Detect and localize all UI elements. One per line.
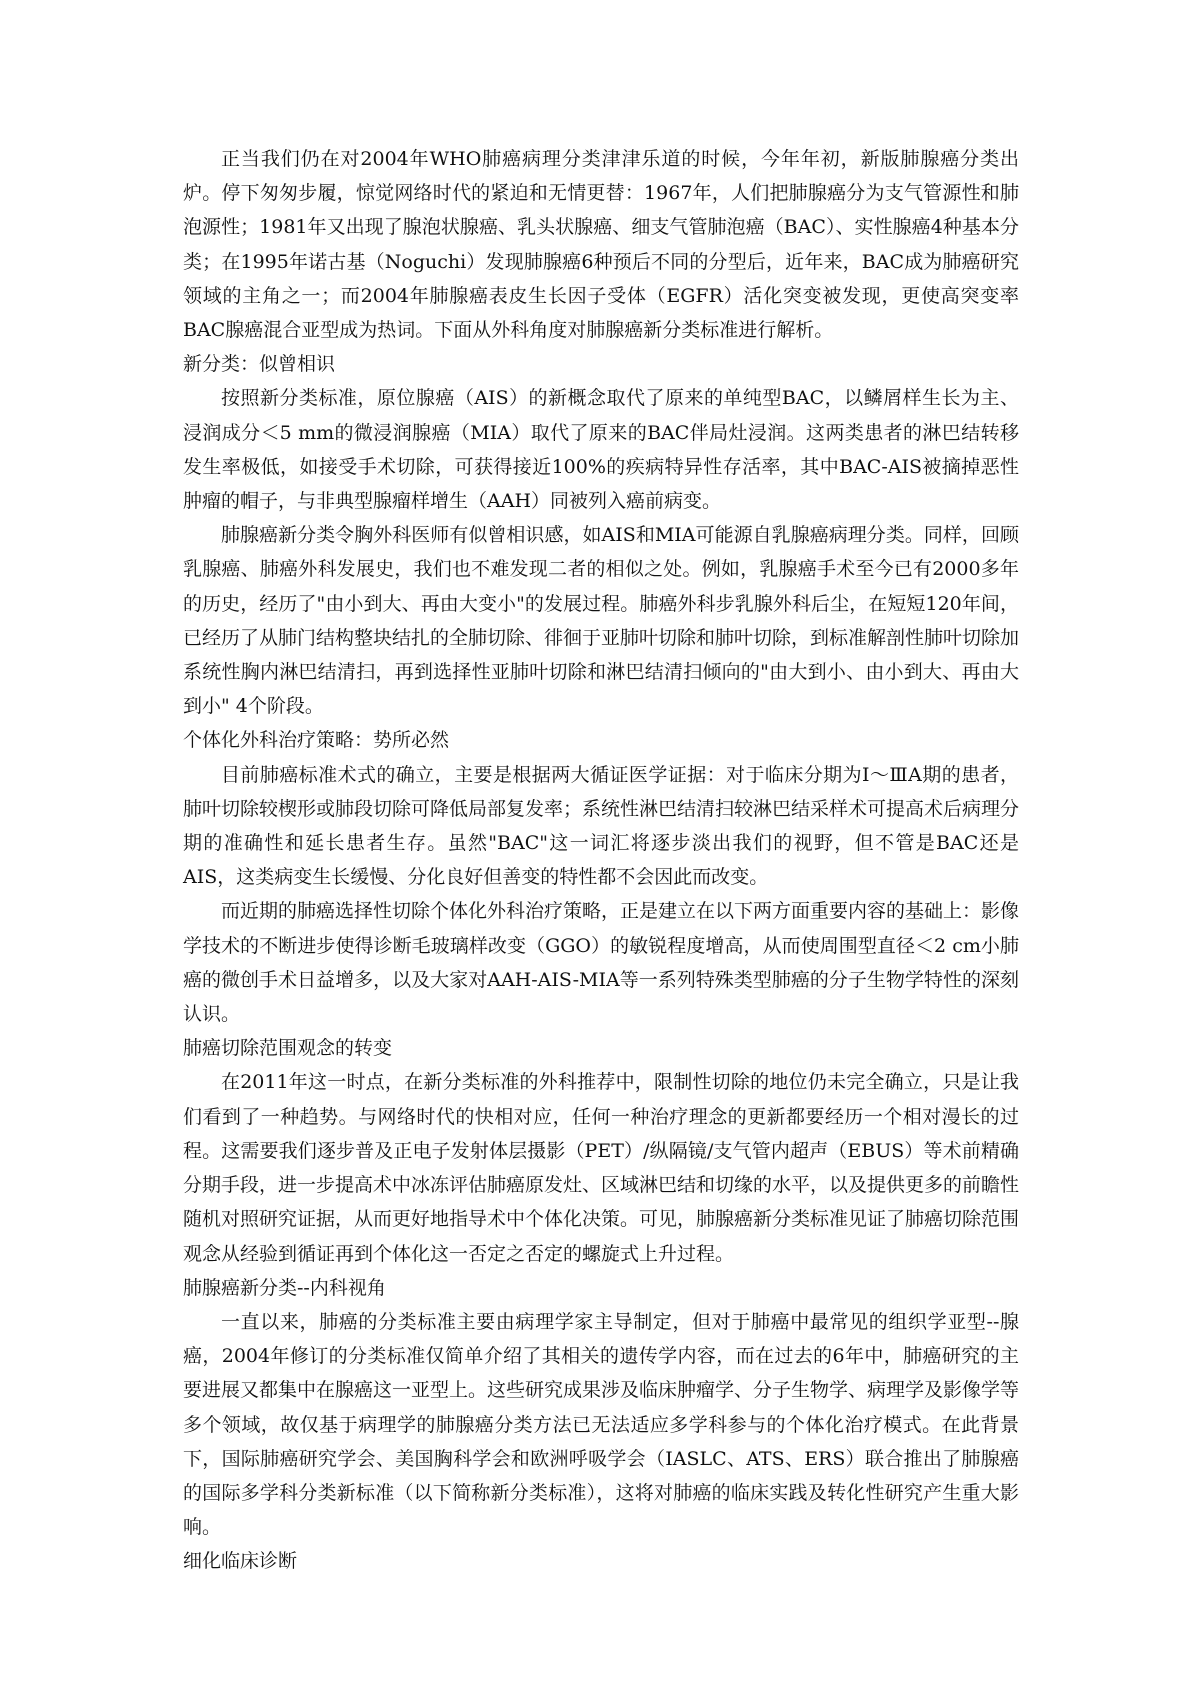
paragraph-standard-procedure: 目前肺癌标准术式的确立，主要是根据两大循证医学证据：对于临床分期为Ⅰ～ⅢA期的患者，肺叶切除较楔形或肺段切除可降低局部复发率；系统性淋巴结清扫较淋巴结采样术可提高术后病理分期的准确性和延长患者生存。虽然"BAC"这一词汇将逐步淡出我们的视野，但不管是BAC还是AIS，这类病变生长缓慢、分化良好但善变的特性都不会因此而改变。 — [183, 763, 1020, 889]
section-heading-clinical-diagnosis: 细化临床诊断 — [183, 1550, 298, 1573]
section-heading-individualized-strategy: 个体化外科治疗策略：势所必然 — [183, 729, 450, 752]
section-heading-medical-perspective: 肺腺癌新分类--内科视角 — [183, 1276, 386, 1299]
intro-paragraph: 正当我们仍在对2004年WHO肺癌病理分类津津乐道的时候，今年年初，新版肺腺癌分类出炉。停下匆匆步履，惊觉网络时代的紧迫和无情更替：1967年，人们把肺腺癌分为支气管源性和肺泡源性；1981年又出现了腺泡状腺癌、乳头状腺癌、细支气管肺泡癌（BAC）、实性腺癌4种基本分类；在1995年诺古基（Noguchi）发现肺腺癌6种预后不同的分型后，近年来，BAC成为肺癌研究领域的主角之一；而2004年肺腺癌表皮生长因子受体（EGFR）活化突变被发现，更使高突变率BAC腺癌混合亚型成为热词。下面从外科角度对肺腺癌新分类标准进行解析。 — [183, 148, 1019, 342]
paragraph-selective-resection: 而近期的肺癌选择性切除个体化外科治疗策略，正是建立在以下两方面重要内容的基础上：影像学技术的不断进步使得诊断毛玻璃样改变（GGO）的敏锐程度增高，从而使周围型直径＜2 cm小肺癌的微创手术日益增多，以及大家对AAH-AIS-MIA等一系列特殊类型肺癌的分子生物学特性的深刻认识。 — [183, 900, 1020, 1026]
paragraph-multidisciplinary: 一直以来，肺癌的分类标准主要由病理学家主导制定，但对于肺癌中最常见的组织学亚型--腺癌，2004年修订的分类标准仅简单介绍了其相关的遗传学内容，而在过去的6年中，肺癌研究的主要进展又都集中在腺癌这一亚型上。这些研究成果涉及临床肿瘤学、分子生物学、病理学及影像学等多个领域，故仅基于病理学的肺腺癌分类方法已无法适应多学科参与的个体化治疗模式。在此背景下，国际肺癌研究学会、美国胸科学会和欧洲呼吸学会（IASLC、ATS、ERS）联合推出了肺腺癌的国际多学科分类新标准（以下简称新分类标准），这将对肺癌的临床实践及转化性研究产生重大影响。 — [183, 1310, 1020, 1539]
paragraph-breast-cancer-analogy: 肺腺癌新分类令胸外科医师有似曾相识感，如AIS和MIA可能源自乳腺癌病理分类。同样，回顾乳腺癌、肺癌外科发展史，我们也不难发现二者的相似之处。例如，乳腺癌手术至今已有2000多年的历史，经历了"由小到大、再由大变小"的发展过程。肺癌外科步乳腺外科后尘，在短短120年间，已经历了从肺门结构整块结扎的全肺切除、徘徊于亚肺叶切除和肺叶切除，到标准解剖性肺叶切除加系统性胸内淋巴结清扫，再到选择性亚肺叶切除和淋巴结清扫倾向的"由大到小、由小到大、再由大到小" 4个阶段。 — [183, 524, 1020, 718]
paragraph-ais-mia: 按照新分类标准，原位腺癌（AIS）的新概念取代了原来的单纯型BAC，以鳞屑样生长为主、浸润成分＜5 mm的微浸润腺癌（MIA）取代了原来的BAC伴局灶浸润。这两类患者的淋巴结转移发生率极低，如接受手术切除，可获得接近100%的疾病特异性存活率，其中BAC-AIS被摘掉恶性肿瘤的帽子，与非典型腺瘤样增生（AAH）同被列入癌前病变。 — [183, 387, 1019, 513]
document-page — [183, 142, 1019, 1579]
paragraph-2011-trend: 在2011年这一时点，在新分类标准的外科推荐中，限制性切除的地位仍未完全确立，只是让我们看到了一种趋势。与网络时代的快相对应，任何一种治疗理念的更新都要经历一个相对漫长的过程。这需要我们逐步普及正电子发射体层摄影（PET）/纵隔镜/支气管内超声（EBUS）等术前精确分期手段，进一步提高术中冰冻评估肺癌原发灶、区域淋巴结和切缘的水平，以及提供更多的前瞻性随机对照研究证据，从而更好地指导术中个体化决策。可见，肺腺癌新分类标准见证了肺癌切除范围观念从经验到循证再到个体化这一否定之否定的螺旋式上升过程。 — [183, 1071, 1020, 1265]
section-heading-new-classification: 新分类：似曾相识 — [183, 353, 336, 376]
section-heading-resection-concept: 肺癌切除范围观念的转变 — [183, 1037, 393, 1060]
